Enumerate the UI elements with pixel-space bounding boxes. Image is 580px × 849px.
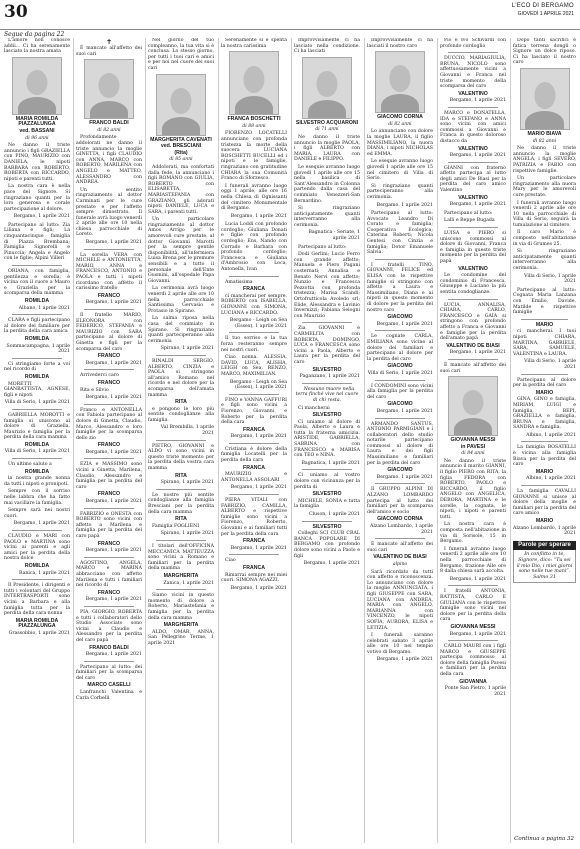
obituary-text: MARCO e DONATELLA, IDA e STEFANO e ANNA sono vicini con amici commossi a Giovanni e Franca in questo doloroso distacco da xyxy=(440,110,506,144)
obituary-text: I titolari dell'OFFICINA MECCANICA MATTEUZZA sono vicini a Romano e familiari per la perdita della mamma xyxy=(148,543,214,572)
obituary-text: Ne danno il triste annuncio la moglie PAOLA, i figli ALBERTO con MARIA, LAURA con DANIELE e FILIPPO. xyxy=(294,134,360,163)
newspaper-name: L'ECO DI BERGAMO xyxy=(511,3,574,9)
deceased-name: MARIA ROMILDA PIAZZALUNGA xyxy=(15,617,59,630)
obituary-text: Addolorati, ma confortati dalla fede, la annunciano i figli ROMANO con GIULIA, ROBERTO con ELISABETTA, MARIASTEFANIA con GRAZIANO, gli adorati nipoti DANIELE, LUCA e SARA, i parenti tutti. xyxy=(148,164,214,215)
obituary-text: La famiglia CAVALLI GIOVANNI si unisce al dolore della moglie e familiari per la perdita del caro amico xyxy=(513,489,576,517)
portrait-photo xyxy=(302,57,352,119)
portrait-photo xyxy=(229,51,279,115)
obituary-text: Rita e Silvio xyxy=(80,387,109,393)
deceased-name: SILVESTRO ACQUARONI xyxy=(295,119,359,126)
place-date: Zanica, 1 aprile 2021 xyxy=(163,580,214,586)
deceased-name: MARIO xyxy=(535,389,554,396)
parole-text: In conflitto in te, Signore, dico: “Tu sei il mio Dio, i miei giorni sono nelle tue mani”. xyxy=(516,552,573,575)
place-date: Bergamo, 1 aprile 2021 xyxy=(449,153,506,159)
place-date: Villa di Serio, 1 aprile 2021 xyxy=(4,449,70,455)
obituary-column-2 xyxy=(74,38,144,843)
deceased-name: ved. BRESCIANI xyxy=(160,143,202,150)
place-date: Bergamo, 1 aprile 2021 xyxy=(85,499,142,505)
obituary-text: Le esequie avranno luogo giovedì 1 aprile alle ore 15 nella basilica di Sant'Alessandro in Colonna partendo dalla casa del commiato Venezzeri-San Bernardino. xyxy=(294,164,360,204)
place-date: Bergamo, 1 aprile 2021 xyxy=(230,213,287,219)
obituary-text: La nostra cara è nella pace del Signore. Si ringraziano quanti per la loro generosa e corale partecipazione al dolore. xyxy=(4,184,70,212)
place-date: Bergamo, 1 aprile 2021 xyxy=(85,360,142,366)
place-date: Paganzano, 1 aprile 2021 xyxy=(299,374,360,380)
deceased-name: RITA xyxy=(175,399,187,406)
obituary-text: FIORENZO LOCATELLI annunciano con profonda tristezza la morte della suocera LUCIANA BOSCHETTI BUCELLI ed i nipoti e le famiglie, ringraziano con gratitudine CHIARA la sua Comunità Franco di Sforzesco. xyxy=(221,131,287,182)
obituary-text: GINA, GINO e famiglia, MIRIAM, LUIGI e famiglia, BEPI, GRAZIELLA e famiglia, BRUNA e famiglia, SANDRA e famiglia. xyxy=(513,397,576,431)
deceased-name: FRANCO xyxy=(97,589,121,596)
deceased-name: GIACOMO xyxy=(387,363,413,370)
page-number: 30 xyxy=(4,2,28,22)
obituary-text: Partecipano al lutto: Avvocato Leandro Di Corato e famiglia; Cooperativa Ecologica; Caterina Roberti; Nicola Gentesi con Cinzia e famiglia; Dotor Emanuele Salvia. xyxy=(367,211,433,256)
obituary-text: RINALDI SERGIO, ALBERTO, CINZIA e PAOLA si stringono all'amico Romano nel ricordo e nel dolore per la scomparsa dell'amata mamma xyxy=(148,358,214,398)
deceased-name: GIACOMO CORNA xyxy=(377,114,423,121)
portrait-photo xyxy=(156,74,206,136)
deceased-name: ved. BASSANI xyxy=(19,127,55,134)
place-date: Albino, 1 aprile 2021 xyxy=(526,476,576,482)
place-date: Bergamo, 1 aprile 2021 xyxy=(13,521,70,527)
obituary-text: Partecipano al lutto: xyxy=(444,210,493,216)
place-date: Bergamo, 1 aprile 2021 xyxy=(449,98,506,104)
obituary-text: Le cognate CARLA, EMILIANA sono vicine al dolore dei familiari e partecipano al dolore per la perdita del caro xyxy=(367,334,433,362)
obituary-text: LUCIA, ANNALISA, CHIARA, CARLO, FRANCESCO e GAIA si stringono con profondo affetto a Franca e Giovanni e famiglie per la perdita dell'amato papà xyxy=(440,302,506,342)
deceased-age: di 82 anni xyxy=(97,127,121,133)
obituary-text: Colleghi SCI CLUB CRAL BANCA POPOLARE DI BERGAMO con profondo dolore sono vicini a Paolo e figli xyxy=(294,531,360,559)
obituary-text: FINO e VANNA GAFFURI e figli sono vicini a Fiorenzo, Giovanni e Roberto per la perdita della cara xyxy=(221,397,287,426)
cross-icon: ✝ xyxy=(106,38,112,46)
place-date: Val Brembilla, 1 aprile 2021 xyxy=(160,425,214,437)
obituary-text: Partecipano al lutto: dei familiari per la scomparsa del caro xyxy=(76,664,142,681)
obituary-column-3 xyxy=(146,38,216,843)
obituary-text: Cristiana è dolore della famiglia Locatelli per la perdita della cara xyxy=(221,446,287,464)
obituary-text: Ne danno il triste annuncio la moglie ANGELA, i figli SEVERO, PATRIZIA e FABIO con rispettive famiglie. xyxy=(513,146,576,174)
obituary-text: Profondamente addolorati ne danno il triste annuncio la moglie GINETTA, i figli CLAUDIO con ANNA, MARCO con ROBERTO, MARILENA con ANGELO e MATTEO, ALESSANDRO con ANDREA. xyxy=(76,135,142,186)
obituary-text: EZIA e MASSIMO sono vicini a Ginetta, Marilena, Claudio, Alessandro e famiglia per la perdita del caro xyxy=(76,462,142,490)
continued-to: Continua a pagina 32 xyxy=(514,836,574,842)
deceased-name: VALENTINO xyxy=(458,194,488,201)
place-date: Bergamo, 1 aprile 2021 xyxy=(449,202,506,208)
deceased-age: di 85 anni xyxy=(169,157,193,163)
obituary-text: Ne danno il triste annuncio il marito GIANNI, il figlio PIERO con RITA, la figlia FEDORA con ROBERTO, PAOLO e RICCARDO, il figlio ANGELO con ANGELICA, DEBORA, MARTINA e le sorelle, la cognata, le nipoti, i nipoti e parenti tutti. xyxy=(440,458,506,520)
place-date: Alzano Lombardo, 1 aprile 2021 xyxy=(370,524,433,535)
deceased-name: MARGHERITA xyxy=(163,572,199,579)
place-date: Bergamo, 1 aprile 2021 xyxy=(85,597,142,603)
place-date: Bergamo, 1 aprile 2021 xyxy=(85,395,142,401)
deceased-name: FRANCA xyxy=(243,464,265,471)
deceased-name: FRANCO xyxy=(97,292,121,299)
obituary-text: MICHELE, SONIA e tutta la famiglia xyxy=(294,498,360,510)
place-date: Bergamo, 1 aprile 2021 xyxy=(376,202,433,208)
place-date: Bergamo, 1 aprile 2021 xyxy=(449,631,506,637)
obituary-text: È mancato all'affetto dei suoi cari xyxy=(367,542,433,553)
obituary-text: Lalli e Beppe Bugada xyxy=(444,218,495,224)
obituary-text: Partecipano al lutto: Cognata Maria Lanzana con Emilio, Davide, Matilde e rispettive famiglie xyxy=(513,287,576,316)
place-date: Ponte San Pietro, 1 aprile 2021 xyxy=(444,686,506,697)
place-date: Bergamo, 1 aprile 2021 xyxy=(376,408,433,414)
obituary-text: Ciao xyxy=(225,558,236,564)
deceased-name: VALENTINO xyxy=(458,90,488,97)
obituary-text: La nostra cara è composta nell'abitazione in via di Sorisole, 15 in Bergamo. xyxy=(440,522,506,545)
place-date: Bergamo, 1 aprile 2021 xyxy=(449,576,506,582)
obituary-column-6 xyxy=(365,38,435,843)
place-date: Alzano Lombardo, 1 aprile 2021 xyxy=(513,525,576,537)
deceased-name: GIOVANNA MESSI xyxy=(450,437,496,444)
obituary-text: Dopo tanti sacrifici e fatica terrena dongli o Signore un dolce riposo. Ci ha lasciato il nostro caro xyxy=(513,38,576,66)
obituary-text: Amatissima xyxy=(225,279,253,285)
deceased-name: VALENTINO DE BIASI xyxy=(446,342,500,349)
place-date: Sommacampagna, 1 aprile 2021 xyxy=(6,343,70,355)
deceased-name: MARIO xyxy=(535,518,554,524)
place-date: Villa di Serio, 1 aprile 2021 xyxy=(4,400,70,406)
obituary-text: CLAUDIO e MARI con PAOLO e MARTINA sono vicini ai parenti e agli amici per la perdita della nostra dolce xyxy=(4,534,70,562)
obituary-text: Franco e ANTONELLA con Fabiola partecipano al dolore di Ginetta, Claudio, Marco, Alessandro e loro famiglie per la scomparsa dello zio xyxy=(76,407,142,441)
deceased-name: ROMILDA xyxy=(24,468,50,475)
place-date: Spirano, 1 aprile 2021 xyxy=(160,346,214,352)
deceased-name: GIACOMO xyxy=(387,314,413,321)
deceased-name: FRANCA xyxy=(243,426,265,433)
obituary-text: È mancato all'affetto dei suoi cari xyxy=(76,46,142,57)
obituary-text: Si ringraziano anticipatamente quanti interverranno alla cerimonia. xyxy=(294,206,360,228)
page-header xyxy=(0,0,580,30)
obituary-text: Ne danno il triste annuncio i figli GRAZIELLA con PINO, MAURIZIO con DANIELA, le nipoti BARBARA con ROBERTO, ROBERTA con RICCARDO, nipoti e parenti tutti. xyxy=(4,143,70,182)
obituary-text: Sempre con il sorriso nelle labbra che ha fatto mai vacillare la famiglia. xyxy=(4,489,70,506)
obituary-column-5 xyxy=(292,38,362,843)
place-date: Villa di Serio, 1 aprile 2021 xyxy=(367,370,433,376)
place-date: Ranica, 1 aprile 2021 xyxy=(18,570,70,576)
obituary-text: È mancato all'affetto dei suoi cari xyxy=(440,362,506,374)
deceased-name: GIOVANNA xyxy=(459,678,487,685)
deceased-name: MARIO BIAVA xyxy=(527,130,562,137)
deceased-name: GIOVANNA MESSI xyxy=(450,623,496,630)
obituary-text: La cerimonia avrà luogo venerdì 2 aprile alle ore 10 nella parrocchiale Santissima Gervasio e Protasio in Spirano. xyxy=(148,286,214,314)
obituary-text: ARMANDO SANTUS, ANTONIO PARMIGIANI e i collaboratori dello studio notarile partecipano commossi al dolore di Laura e dei figli Massimiliano e familiari per la perdita del caro xyxy=(367,421,433,466)
obituary-text: Improvvisamente ci ha lasciato nella condizione. Ci ha lasciati xyxy=(294,38,360,55)
obituary-text: PIERA VITALI con FABRIZIO, CAMILLA, ALBERTO e rispettive famiglie sono vicini a Fiorenzo, Roberto, Giovanni e ai familiari tutti per la perdita della cara xyxy=(221,498,287,537)
obituary-text: Sarà ricordato da tutti con affetto e riconoscenza. Lo annunciano con dolore la moglie ANNUNCIATA, i figli GIUSEPPE con SARA, LUCIANA con ANDREA, MARIA con ANGELO, MARIANNA con VINCENZO, le nipoti SOFIA, AURORA, ELISA e LETIZIA. xyxy=(367,569,433,631)
obituary-text: L'amore non conosce addii... Ci ha serenamente lasciato la nostra amata xyxy=(4,38,70,55)
deceased-name: in PAVESI xyxy=(460,443,486,450)
obituary-text: Il caro Mario è composto nell'abitazione in via di Grumes 25. xyxy=(513,230,576,247)
deceased-name: ROMILDA xyxy=(24,562,50,569)
place-date: Bergamo, 1 aprile 2021 xyxy=(85,652,142,658)
obituary-text: Un sentito ringraziamento al dottor Carminati per le cure prestate e per l'affetto sempre dimostrato. Il funerale avrà luogo venerdì 2 aprile alle ore 10 nella chiesa parrocchiale di Loreto. xyxy=(76,187,142,238)
deceased-name: FRANCO xyxy=(97,491,121,498)
deceased-name: MARGHERITA CAVENATI xyxy=(150,136,212,143)
obituary-text: Lanfranchi Valentina e Carla Corbelli xyxy=(76,690,142,701)
place-date: Bergamo, 1 aprile 2021 xyxy=(85,548,142,554)
obituary-text: Ci uniamo al dolore di Paola, Alberto e Laura e tutta la fraterna amicizia. ARISTIDE, GABRIELLA, SABRINA con FRANCESCO e MARISA con TEO e NINA. xyxy=(294,419,360,459)
obituary-text: Nel giorno del tuo compleanno, la tua vita si è conclusa. Lo stesso giorno, per tutti i tuoi cari e amici e per noi nel cuore dei suoi cari xyxy=(148,38,214,71)
place-date: Spirano, 1 aprile 2021 xyxy=(160,480,214,486)
deceased-name: MARIO xyxy=(535,468,554,475)
place-date: Bergamo, 1 aprile 2021 xyxy=(449,350,506,356)
obituary-text: Le esequie avranno luogo giovedì 1 aprile alle ore 15 nel cimitero di Villa di Serio. xyxy=(367,159,433,182)
obituary-text: Il GRUPPO ALPINI DI ALZANO LOMBARDO partecipa al lutto dei familiari per la scomparsa dell'amico e socio xyxy=(367,487,433,515)
portrait-photo xyxy=(448,376,498,436)
deceased-name: FRANCO xyxy=(97,540,121,547)
obituary-text: I funerali saranno celebrati sabato 3 aprile alle ore 10 nel tempio votivo di Bergamo. xyxy=(367,633,433,655)
obituary-text: Partecipano al dolore per la perdita del caro xyxy=(513,377,576,389)
obituary-text: Dodi Gerlini; Lucio Ferro con grande affetto; Manuela e Piero Pagani costernati; Annalisa e Renato Nervi con affetto; Nunzio e Francesca Pezzotta con profonda tristezza; Marisa Scandi; Ortofrutticola Avoledo srl; Elide, Alessandra e Lavinio Invernizzi; Fabiana Selogni con Maurizio xyxy=(294,252,360,319)
obituary-text: I funerali avranno luogo venerdì 2 aprile alle ore 10 nella parrocchiale di Bergamo, frazione Alle ore 8 dalla chiesa sarà accolta. xyxy=(440,546,506,575)
place-date: Bergamo, 1 aprile 2021 xyxy=(376,321,433,327)
obituary-text: GIANNI con fraterno affetto partecipa al lutto degli amici De Biasi per la perdita del caro amico Valentino xyxy=(440,165,506,194)
obituary-text: Le nostre più sentite condoglianze alla famiglia Bresciani per la perdita della cara mamma xyxy=(148,492,214,515)
obituary-text: Sempre sarà nei nostri cuori. xyxy=(4,508,70,519)
place-date: Albano, 1 aprile 2021 xyxy=(18,305,70,311)
obituary-text: ci mancherai. I tuoi nipoti CHIARA, MARTINA, GABRIELE, SARA, SAMUELE, VALENTINA e LAURA. xyxy=(513,329,576,357)
place-date: Grassobbio, 1 aprile 2021 xyxy=(8,630,70,636)
deceased-name: ROMILDA xyxy=(24,373,50,380)
deceased-name: MARIO xyxy=(535,321,554,328)
deceased-name: (Rita) xyxy=(174,149,188,156)
portrait-photo xyxy=(84,59,134,119)
obituary-text: ORIANA, con famiglia, gentilezza e sorella, è vicina con il cuore a Mauro e Graziella per la scomparsa della mamma xyxy=(4,269,70,297)
obituary-text: Ci uniamo al vostro dolore con vicinanza per la perdita di xyxy=(294,473,360,490)
obituary-column-1 xyxy=(2,38,72,843)
obituary-text: Il Presidente, i dirigenti e tutti i volontari del Gruppo INTERTRASPORTI sono vicini a Barbara e alla famiglia tutta per la perdita della cara nonna xyxy=(4,583,70,617)
deceased-name: GIACOMO CORNA xyxy=(377,516,423,523)
deceased-name: FRANCO xyxy=(97,379,121,386)
deceased-name: FRANCO xyxy=(97,353,121,360)
deceased-name: VALENTINO DE BIASI xyxy=(373,554,427,561)
place-date: Bergamo, 1 aprile 2021 xyxy=(230,485,287,491)
obituary-text: Partecipano al lutto: Zia Liliana e figli; La cinquantacinque famiglia di Piazza Brembana; Famiglia Signorelli e Pinuccia; Angela e Angelo con le figlie; Alpini Villeri xyxy=(4,222,70,262)
obituary-text: I fratelli TINO, GIOVANNI, FELICE ed ELISA con le rispettive famiglie si stringono con affetto a Laura e Massimiliano, Diana e ai nipoti in questo momento di dolore per la perdita del nostro caro xyxy=(367,262,433,313)
obituary-text: Partecipano al lutto: xyxy=(298,244,347,250)
deceased-age: di 84 anni xyxy=(461,451,485,457)
obituary-text: Il tuo sorriso e la tua forza resteranno sempre nei nostri cuori. xyxy=(221,336,287,353)
portrait-photo xyxy=(12,57,62,115)
obituary-text: I fratelli ANTONIA, BATTISTA, CARLO E GIULIANA con le rispettive famiglie sono vicini nel dolore per la perdita della cara xyxy=(440,589,506,623)
deceased-name: GIACOMO xyxy=(387,467,413,474)
deceased-age: di 96 anni xyxy=(25,135,49,141)
deceased-name: FRANCA xyxy=(243,538,265,545)
deceased-name: MARCO CASELLI xyxy=(87,682,131,689)
place-date: Bagnatica, 1 aprile 2021 xyxy=(301,460,360,466)
deceased-name: VALENTINO xyxy=(458,145,488,152)
obituary-text: e pongono le loro più sentite condoglianze alla famiglia. xyxy=(148,406,214,423)
deceased-name: FRANCO xyxy=(97,442,121,449)
place-date: Bergamo - Leigh on Sea (Essex), 1 aprile 2021 xyxy=(229,379,287,391)
deceased-name: RITA xyxy=(175,516,187,523)
obituary-text: Rimarrai sempre nei miei cuori. SIMONA AGAZZI. xyxy=(221,572,287,584)
deceased-name: GIACOMO xyxy=(387,401,413,408)
parole-source: Salmo 31 xyxy=(533,574,556,580)
obituary-text: Improvvisamente ci ha lasciati il nostro caro xyxy=(367,38,433,49)
portrait-photo xyxy=(375,51,425,113)
obituary-text: MORETTI GIANBATTISTA, AGNESE, figli e nipoti xyxy=(4,381,70,398)
obituary-text: Lo annunciano con dolore la moglie LAURA, il figlio MASSIMILIANO, la nuora DIANA, i nipoti NICHOLAS ed EMMA. xyxy=(367,129,433,157)
deceased-name: ROMILDA xyxy=(24,335,50,342)
obituary-text: ALDO, OMAR, ANNA, San Pellegrino Terme, 1 aprile 2021 xyxy=(148,629,214,646)
obituary-text: Famiglia FOGLIENI xyxy=(152,523,200,529)
obituary-text: Siamo vicini in questo momento di dolore a Roberto, Mariastefania e famiglia per la perdita della cara mamma xyxy=(148,593,214,621)
deceased-name: FRANCO BALDI xyxy=(89,644,129,651)
obituary-text: I funerali avranno luogo oggi 1 aprile, alle ore 16 nella Chiesa di Ognissanti del cimitero Monumentale di Bergamo. xyxy=(221,183,287,212)
place-date: Bergamo, 1 aprile 2021 xyxy=(376,474,433,480)
obituary-column-7 xyxy=(438,38,508,843)
place-date: Villa di Serio, 1 aprile 2021 xyxy=(524,359,576,370)
obituary-text: Si ringraziano quanti parteciperanno alla cerimonia. xyxy=(367,183,433,200)
continued-from: Segue da pagina 22 xyxy=(4,31,65,38)
parole-per-sperare-title: Parole per sperare xyxy=(513,541,576,551)
deceased-name: SILVESTRO xyxy=(312,412,342,419)
obituary-text: DUCCIO, MARIAGIULIA, BRUNA, NICOLO sono affettuosamente vicini a Giovanni e Franca nel triste momento della scomparsa del caro xyxy=(440,56,506,90)
deceased-name: FRANCA xyxy=(243,286,265,293)
obituary-text: Ci stringiamo forte a voi nel ricordo di xyxy=(4,361,70,373)
deceased-age: di 82 anni xyxy=(532,138,557,144)
obituary-text: Ci mancherai xyxy=(298,405,330,411)
deceased-name: FRANCA xyxy=(243,564,265,571)
parole-per-sperare-box xyxy=(513,550,576,583)
obituary-text: Arrivederci caro xyxy=(80,373,119,379)
obituary-text: Si ringraziano anticipatamente quanti interverranno alla cerimonia. xyxy=(513,249,576,272)
obituary-text: I CONDOMINI sono vicini alla famiglia per la perdita del caro xyxy=(367,383,433,400)
deceased-age: alpino xyxy=(392,561,408,567)
obituary-text: Lucia Loddi con profondo cordoglio; Giuliana Donati e figlie con profondo cordoglio; Ens, Nando con Corrado e Barbara con profondo cordoglio; Francesca e Giuliana d'Ambrosio con Loca, Antonella, Ivan xyxy=(221,222,287,273)
obituary-text: Le condomine del condominio di Francesca, Giuseppe e Luciano la più sentita condoglianze. xyxy=(440,273,506,295)
place-date: Bergamo, 1 aprile 2021 xyxy=(85,300,142,306)
deceased-name: SILVESTRO xyxy=(312,491,342,498)
obituary-text: FABRIZIO e ONESTA con ROBERTO sono vicini con affetto a Marilena e famiglia per la perdita del caro papà xyxy=(76,511,142,539)
obituary-column-4 xyxy=(219,38,289,843)
obituary-text: Ciao nonna. ALESSIA, DAVID, LUCA, ALISHA, LEIGH on Sea, RENZO, MARCO, MAXIMILIAN. xyxy=(221,355,287,377)
place-date: Albino, 1 aprile 2021 xyxy=(526,432,576,438)
deceased-name: MARGHERITA xyxy=(163,622,199,629)
deceased-name: FRANCO BALDI xyxy=(89,120,129,127)
place-date: Bergamo, 1 aprile 2021 xyxy=(230,434,287,440)
deceased-name: RITA xyxy=(175,472,187,479)
place-date: Bagnatica - Seriate, 1 aprile 2021 xyxy=(308,230,360,242)
deceased-age: di 88 anni xyxy=(242,123,266,129)
deceased-age: di 71 anni xyxy=(315,127,339,133)
obituary-text: I funerali avranno luogo venerdì 2 aprile alle ore 10 nella parrocchiale di Villa di Serio, seguirà la tumulazione al cimitero. xyxy=(513,200,576,228)
place-date: Bergamo, 1 aprile 2021 xyxy=(230,585,287,591)
obituary-text: La salma riposa nella casa del commiato in Spirano. Si ringraziano quanti parteciperanno alla cerimonia xyxy=(148,316,214,344)
obituary-text: ci mancherai per sempre. ROBERTO con ISABELLA, GIOVANNI con SIMONA, LUCIANA e RICCARDO. xyxy=(221,293,287,316)
place-date: Bergamo, 1 aprile 2021 xyxy=(85,240,142,246)
obituary-text: PIA, GIORGIO, ROBERTA e tutti i collaboratori dello Studio Associato sono vicini a Claudio e Alessandro per la perdita del caro papà xyxy=(76,609,142,643)
obituary-text: La sorella VERA con MICHELE e ANTONIETTA, MARIO, ANNA e FRANCESCO, ANTONIO e PAOLA e tutti i nipoti ricordano con affetto il carissimo fratello xyxy=(76,252,142,292)
place-date: Bergamo - Leigh on Sea (Essex), 1 aprile 2021 xyxy=(229,318,287,329)
place-date: Bergamo, 1 aprile 2021 xyxy=(230,545,287,551)
obituary-text: Un ultimo saluto a xyxy=(8,462,52,468)
obituary-text: CARLO MAURI con i figli MARCO e GIUSEPPE partecipa commosso al dolore della famiglia Pavesi e familiari per la perdita della cara xyxy=(440,644,506,678)
place-date: Cluson, 1 aprile 2021 xyxy=(308,512,360,517)
place-date: Spirano, 1 aprile 2021 xyxy=(160,531,214,537)
obituary-text: Un particolare ringraziamento al dottor Amos Arrigo per le amorevoli cure prestate, al dottor Giovanni Marotti per la sempre gentile disponibilità, all'infermiera Luisa Brena per le premure sensibili e a tutto il personale dell'Ente Gusmini, all'ospedale Papa Giovanni. xyxy=(148,217,214,284)
deceased-name: VALENTINO xyxy=(458,265,488,272)
obituary-text: PIETRO, GIOVANNI e ALDO vi sono vicini in questo triste momento per la perdita della vostra cara mamma xyxy=(148,443,214,472)
obituary-text: MAURIZIO e ANTONELLA ASSOLARI xyxy=(221,472,287,483)
portrait-photo xyxy=(520,68,570,130)
place-date: Villa di Serio, 1 aprile 2021 xyxy=(524,273,576,285)
obituary-text: Zia GIOVANNI e CARMELITA con ROBERTA, DOMINGO, LUCA e FRANCESCA sono vicini a Paola, Alberto e Laura per la perdita del caro xyxy=(294,326,360,365)
deceased-name: SILVESTRO xyxy=(312,523,342,530)
issue-date: GIOVEDÌ 1 APRILE 2021 xyxy=(517,11,574,17)
place-date: Bergamo, 1 aprile 2021 xyxy=(85,449,142,455)
deceased-name: ROMILDA xyxy=(24,441,50,448)
obituary-quote: Nessuno muore nella terra finché vive nel cuore di chi resta. xyxy=(295,386,359,403)
obituary-text: CLARA e figli partecipano al dolore del familiare per la perdita della cara amica xyxy=(4,318,70,335)
obituary-text: Serenamente si è spenta la nostra carissima xyxy=(221,38,287,49)
obituary-text: Il fratello MARIO, ELEONORA con FEDERICO, STEFANIA e MAURIZIO con SARA partecipano al dolore di Ginetta e figli per la scomparsa del caro xyxy=(76,313,142,352)
obituary-text: la nostra grande nonna da tutti i nipoti e pronipoti. xyxy=(4,476,70,487)
place-date: Bergamo, 1 aprile 2021 xyxy=(303,561,360,567)
obituary-text: AGOSTINO, ANGELA, MARCO e MARINA abbracciano con affetto Marilena e tutti i familiari nel ricordo di xyxy=(76,560,142,589)
obituary-text: Pio e Ivo Schivardi con profondo cordoglio xyxy=(440,38,506,49)
obituary-text: Un particolare ringraziamento alla nuora Mary per le amorevoli cure prestate. xyxy=(513,176,576,198)
obituary-column-8 xyxy=(511,38,578,843)
deceased-name: MARIA ROMILDA PIAZZALUNGA xyxy=(15,115,59,128)
place-date: Bergamo, 1 aprile 2021 xyxy=(13,214,70,220)
obituary-text: LUISA e PIERO si uniscono commossi al dolore di Giovanni, Franca e famiglia in questo triste momento per la perdita del papà xyxy=(440,231,506,264)
obituary-text: La famiglia BOSATELLI è vicina alla famiglia Biava per la perdita del caro xyxy=(513,445,576,468)
deceased-name: SILVESTRO xyxy=(312,366,342,373)
place-date: Bergamo, 1 aprile 2021 xyxy=(376,657,433,663)
deceased-age: di 82 anni xyxy=(388,121,412,127)
obituary-text: GABRIELLA MOROTTI e famiglia si uniscono al dolore di Graziella, Maurizio e famiglia per la perdita della cara mamma xyxy=(4,412,70,441)
deceased-name: FRANCA BOSCHETTI xyxy=(227,116,281,123)
deceased-name: ROMILDA xyxy=(24,298,50,304)
